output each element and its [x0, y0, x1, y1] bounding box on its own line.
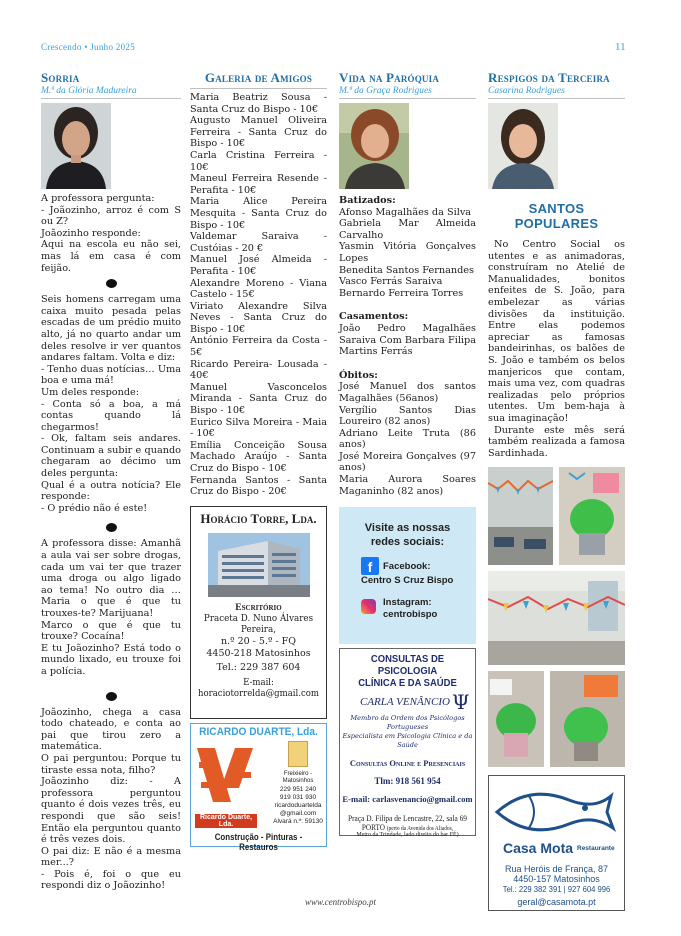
psy-name: CARLA VENÂNCIO [360, 696, 450, 709]
torre-address-1: Praceta D. Nuno Álvares Pereira, [203, 612, 314, 636]
joke-line: Aqui na escola eu não sei, mas lá em casa é com feijão. [41, 239, 181, 274]
joke-line: Um deles responde: [41, 386, 140, 398]
social-title-1: Visite as nossas [364, 522, 451, 535]
casamota-tag: Restaurante [577, 845, 615, 853]
torre-address-2: n.º 20 - 5.º - FQ [220, 635, 297, 647]
joke-line: Joãozinho responde: [41, 227, 141, 239]
joke-line: - Ok, faltam seis andares. Continuam a subir e quando chegaram ao décimo um deles pergunta: [41, 433, 181, 480]
ricardo-body [191, 738, 326, 828]
friend-entry: Manuel Vasconcelos Miranda - Santa Cruz do Bispo - 10€ [190, 381, 327, 417]
psi-symbol-icon: Ψ [452, 690, 470, 715]
bullet-separator [106, 279, 117, 288]
portrait-image [339, 103, 409, 189]
friend-entry: Carla Cristina Ferreira - 10€ [190, 149, 327, 173]
baptisms-label: Batizados: [339, 195, 396, 206]
terceira-column [488, 70, 625, 911]
ricardo-contacts [273, 741, 323, 826]
death-entry: Maria Aurora Soares Maganinho (82 anos) [339, 474, 476, 497]
hall-photo [488, 571, 625, 665]
paroquia-author: M.ª da Graça Rodrigues [339, 86, 432, 96]
facebook-row[interactable] [339, 555, 476, 593]
friends-list [190, 92, 327, 498]
room-photo [488, 467, 553, 565]
casamota-phone: Tel.: 229 382 391 | 927 604 996 [502, 884, 611, 895]
author-photo-casarina [488, 103, 558, 189]
baptism-entry: Vasco Ferrás Saraiva [339, 276, 443, 288]
sorria-author: M.ª da Glória Madureira [41, 86, 137, 96]
terceira-author: Casarina Rodrigues [488, 86, 565, 96]
bullet-separator [106, 523, 117, 532]
friend-entry: Maria Alice Pereira Mesquita - Santa Cruz do Bispo - 10€ [190, 196, 327, 231]
joke-line: E tu Joãozinho? Está todo o mundo lixado, eu trouxe foi a polícia. [41, 642, 181, 677]
office-label: Escritório [235, 602, 282, 613]
friend-entry: Viriato Alexandre Silva Neves - Santa Cruz do Bispo - 10€ [190, 300, 327, 335]
friend-entry: Emília Conceição Sousa Machado Araújo - Santa Cruz do Bispo - 10€ [190, 439, 327, 474]
facebook-label: Facebook: [383, 561, 431, 573]
social-title-2: redes sociais: [370, 536, 445, 549]
photo-hall-flags [488, 571, 625, 665]
psy-title-1: CONSULTAS DE PSICOLOGIA [370, 653, 445, 678]
psy-address-note: (perto da Avenida dos Aliados, [386, 826, 454, 833]
psy-phone: Tlm: 918 561 954 [374, 776, 441, 787]
ricardo-title: RICARDO DUARTE, Lda. [199, 725, 318, 738]
death-entry: José Moreira Gonçalves (97 anos) [339, 450, 476, 474]
baptism-entry: Afonso Magalhães da Silva [339, 206, 472, 218]
casamota-name: Casa Mota [503, 840, 574, 857]
weddings-label: Casamentos: [339, 311, 409, 323]
ad-psicologia [339, 648, 476, 839]
torre-address-3: 4450-218 Matosinhos [206, 647, 311, 659]
friend-entry: Ricardo Pereira- Lousada - 40€ [190, 358, 327, 382]
casamota-email: geral@casamota.pt [517, 897, 596, 908]
joke-line: - Tenho duas notícias… Uma boa e uma má! [41, 363, 181, 387]
joke-line: Joãozinho diz: - A professora perguntou quanto é dois vezes três, eu respondi que são seis! Então ela perguntou quanto é três vezes dois. [41, 776, 181, 846]
psy-city: PORTO [361, 823, 385, 833]
portrait-image [41, 103, 111, 189]
bullet-separator [106, 692, 117, 701]
terceira-title: Respigos da Terceira [488, 70, 610, 85]
instagram-label: Instagram: [383, 597, 432, 609]
photo-basil-pot-1 [559, 467, 625, 565]
torre-phone: Tel.: 229 387 604 [216, 662, 301, 674]
death-entry: Vergílio Santos Dias Loureiro (82 anos) [339, 404, 476, 428]
psy-modes: Consultas Online e Presenciais [349, 758, 466, 769]
ricardo-logo [195, 742, 257, 828]
facebook-icon: f [361, 557, 379, 575]
deaths-label: Óbitos: [339, 369, 378, 381]
joke-line: O pai diz: E não é a mesma mer...? [41, 845, 181, 869]
ricardo-alvara: Alvará n.º: 59130 [273, 817, 323, 825]
spacer [339, 299, 476, 311]
joke-line: - O prédio não é este! [41, 502, 148, 514]
joke-line: - Joãozinho, arroz é com S ou Z? [41, 204, 181, 228]
psy-address-1: Praça D. Filipa de Lencastre, 22, sala 69 [348, 814, 467, 824]
psy-title-2: CLÍNICA E DA SAÚDE [358, 677, 457, 690]
joke-4 [41, 707, 181, 893]
photo-basil-pot-3 [550, 671, 625, 767]
galeria-title: Galeria de Amigos [204, 70, 313, 85]
santos-paragraph-1: No Centro Social os utentes e as animadoras, construíram no Atelié de Manualidades, bonitos enfeites de S. João, para embelezar as várias divisões da instituição. Entre elas podemos apreciar as famosas bandeirinhas, os balões de S. João e também os belos manjericos que contam, mais uma vez, com quadras realizadas pelo próprios utentes. Um bem-haja à sua imaginação! [488, 239, 625, 424]
friend-entry: Fernanda Santos - Santa Cruz do Bispo - 20€ [190, 474, 327, 498]
ad-ricardo-duarte [190, 723, 327, 852]
casamota-name-row [489, 840, 624, 858]
baptism-entry: Bernardo Ferreira Torres [339, 287, 464, 299]
joke-line: Marco o que é que tu trouxe? Cocaína! [41, 619, 181, 643]
author-photo-graca [339, 103, 409, 189]
santos-paragraph-2: Durante este mês será também realizada a famosa Sardinhada. [488, 424, 625, 459]
baptism-entry: Yasmin Vitória Gonçalves Lopes [339, 241, 476, 264]
joke-line: Seis homens carregam uma caixa muito pesada pelas escadas de um prédio muito alto, já no quarto andar um deles resolve ir ver quantos andares faltam. Volta e diz: [41, 294, 181, 364]
friend-entry: Augusto Manuel Oliveira Ferreira - Santa Cruz do Bispo - 10€ [190, 115, 327, 150]
friend-entry: António Ferreira da Costa - 5€ [190, 335, 327, 359]
spacer [339, 358, 476, 370]
torre-email: E-mail: horaciotorrelda@gmail.com [197, 676, 320, 700]
paint-can-icon [288, 741, 308, 767]
joke-1 [41, 193, 181, 274]
friend-entry: Eurico Silva Moreira - Maia - 10€ [190, 416, 327, 440]
ricardo-email-domain: @gmail.com [279, 809, 317, 817]
joke-line: - Conta só a boa, a má contas quando lá chegarmos! [41, 398, 181, 433]
divider [41, 98, 181, 99]
ad-torre-title: Horácio Torre, Lda. [200, 510, 317, 526]
joke-3 [41, 538, 181, 677]
basil-photo [550, 671, 625, 767]
joke-line: A professora pergunta: [41, 193, 155, 204]
wedding-entry: João Pedro Magalhães Saraiva Com Barbara Filipa Martins Ferrás [339, 322, 476, 358]
photo-basil-pot-2 [488, 671, 544, 767]
deaths-section [339, 370, 476, 498]
psy-address-3: Metro da Trindade, lado direito do bar FÉ) [356, 832, 459, 839]
death-entry: Adriano Leite Truta (86 anos) [339, 427, 476, 451]
psy-email: E-mail: carlasvenancio@gmail.com [342, 794, 473, 805]
page-number: 11 [615, 41, 626, 53]
social-media-box [339, 507, 476, 644]
joke-2 [41, 294, 181, 514]
divider [339, 98, 476, 99]
joke-line: A professora disse: Amanhã a aula vai ser sobre drogas, cada um vai ter que trazer uma droga ou algo ligado ao tema! No outro dia … Maria o que é que tu trouxes-te? Marijuana! [41, 538, 181, 619]
joke-line: O pai perguntou: Porque tu tiraste essa nota, filho? [41, 752, 181, 776]
photo-grid [488, 467, 625, 767]
santos-populares-title: SANTOS POPULARES [514, 201, 599, 231]
issue-header: Crescendo • Junho 2025 [41, 42, 135, 52]
sorria-title: Sorria [41, 70, 80, 85]
photo-decorated-room [488, 467, 553, 565]
instagram-name: centrobispo [383, 609, 438, 621]
casamota-street: Rua Heróis de França, 87 [504, 864, 609, 875]
divider [488, 98, 625, 99]
friend-entry: Alexandre Moreno - Viana Castelo - 15€ [190, 277, 327, 301]
ricardo-phone-1: 229 951 240 [279, 785, 317, 793]
instagram-icon [361, 599, 376, 614]
galeria-column [190, 70, 327, 852]
joke-line: Joãozinho, chega a casa todo chateado, e conta ao pai que tirou zero a matemática. [41, 706, 181, 753]
friend-entry: Valdemar Saraiva - Custóias - 20 € [190, 231, 327, 254]
baptisms-section [339, 195, 476, 299]
fish-logo-icon [489, 782, 624, 840]
weddings-section [339, 311, 476, 357]
casamota-city: 4450-157 Matosinhos [513, 874, 600, 885]
joke-line: Qual é a outra notícia? Ele responde: [41, 479, 181, 503]
paroquia-title: Vida na Paróquia [339, 70, 440, 85]
facebook-name: Centro S Cruz Bispo [361, 575, 454, 587]
building-photo [208, 533, 310, 597]
paroquia-column [339, 70, 476, 839]
ricardo-phone-2: 919 031 930 [279, 793, 317, 801]
baptism-entry: Gabriela Mar Almeida Carvalho [339, 218, 476, 241]
author-photo-gloria [41, 103, 111, 189]
friend-entry: Maneul Ferreira Resende - Perafita - 10€ [190, 173, 327, 196]
baptism-entry: Benedita Santos Fernandes [339, 264, 475, 276]
ricardo-logo-text: Ricardo Duarte, Lda. [195, 814, 257, 828]
ad-horacio-torre [190, 506, 327, 719]
ricardo-email: ricardoduartelda [274, 801, 322, 809]
basil-photo [559, 467, 625, 565]
instagram-row[interactable] [339, 595, 476, 625]
portrait-image [488, 103, 558, 189]
building-image [208, 533, 310, 597]
divider [190, 88, 327, 89]
psy-specialist: Especialista em Psicologia Clínica e da Saúde [342, 732, 473, 750]
psy-name-row [340, 692, 475, 714]
sorria-column [41, 70, 181, 892]
brick-logo-icon [195, 742, 257, 812]
ad-casa-mota [488, 775, 625, 911]
ricardo-place: Freixieiro - Matosinhos [282, 770, 314, 785]
friend-entry: Maria Beatriz Sousa - Santa Cruz do Bispo - 10€ [190, 92, 327, 115]
friend-entry: Manuel José Almeida - Perafita - 10€ [190, 254, 327, 277]
ricardo-services: Construção - Pinturas - Restauros [214, 831, 303, 852]
basil-photo [488, 671, 544, 767]
joke-line: - Pois é, foi o que eu respondi diz o Joãozinho! [41, 868, 181, 892]
fish-logo [489, 782, 624, 840]
death-entry: José Manuel dos santos Magalhães (56anos) [339, 381, 476, 404]
psy-member: Membro da Ordem dos Psicólogos Portugueses [350, 714, 465, 732]
footer-url[interactable]: www.centrobispo.pt [304, 897, 376, 907]
psy-address-2 [347, 823, 469, 832]
